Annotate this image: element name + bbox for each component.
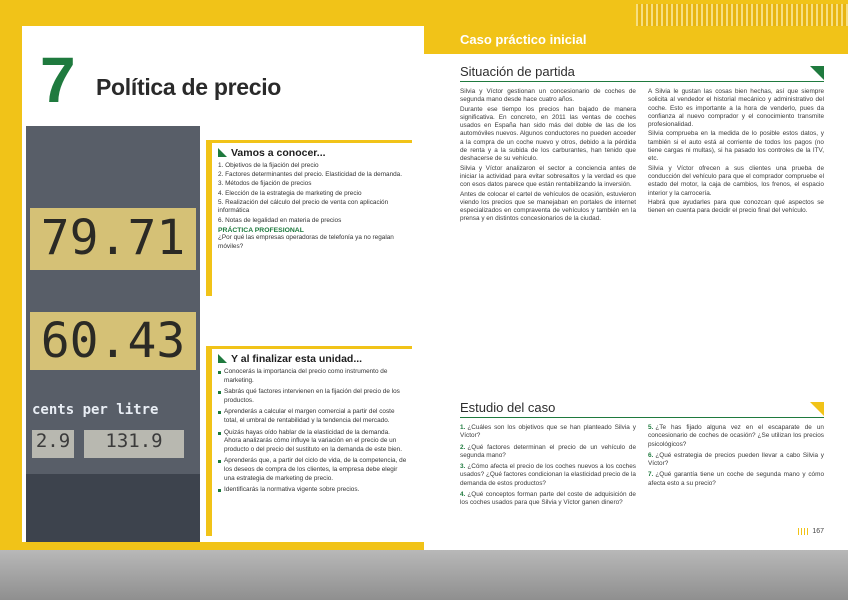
question-item: 4. ¿Qué conceptos forman parte del coste de adquisición de los coches usados para que Silvia y Víctor ganen dinero? (460, 491, 636, 507)
list-item: Aprenderás a calcular el margen comercial a partir del coste total, el umbral de rentabilidad y la tendencia del mercado. (218, 408, 408, 425)
caso-band (424, 0, 848, 54)
list-item: Aprenderás que, a partir del ciclo de vida, de la competencia, de los deseos de compra de los clientes, la empresa debe elegir una estrategia de marketing de precio. (218, 457, 408, 483)
al-finalizar-title: Y al finalizar esta unidad... (218, 353, 408, 365)
question-item: 7. ¿Qué garantía tiene un coche de segunda mano y cómo afecta esto a su precio? (648, 471, 824, 487)
left-page-content (22, 26, 424, 542)
fuel-pump-photo (26, 126, 200, 542)
vamos-list (218, 162, 408, 225)
chapter-title: Política de precio (96, 74, 282, 100)
question-item: 6. ¿Qué estrategia de precios pueden llevar a cabo Silvia y Víctor? (648, 451, 824, 468)
section-divider (460, 417, 824, 418)
list-item: 1. Objetivos de la fijación del precio (218, 162, 319, 169)
practica-profesional-title: PRÁCTICA PROFESIONAL (218, 227, 304, 235)
corner-triangle-icon (810, 402, 824, 416)
list-item: Sabrás qué factores intervienen en la fijación del precio de los productos. (218, 388, 408, 405)
pump-display-top: 79.71 (30, 208, 196, 270)
question-item: 3. ¿Cómo afecta el precio de los coches nuevos a los coches usados? ¿Qué factores condicionan la elasticidad precio de la demanda de estos productos? (460, 463, 636, 487)
paragraph: Antes de colocar el cartel de vehículos de ocasión, estuvieron viendo los precios que se manejaban en portales de internet especializados en compraventa de vehículos y también en la prensa y en distintos concesionarios de la ciudad. (460, 190, 636, 223)
right-page (424, 0, 848, 550)
list-item: Conocerás la importancia del precio como instrumento de marketing. (218, 368, 408, 385)
paragraph: Silvia y Víctor gestionan un concesionario de coches de segunda mano desde hace cuatro años. (460, 88, 636, 104)
page-number: 167 (798, 528, 824, 535)
question-item: 1. ¿Cuáles son los objetivos que se han planteado Silvia y Víctor? (460, 424, 636, 440)
paragraph: Habrá que ayudarles para que conozcan qué aspectos se tienen en cuenta para decidir el precio final del vehículo. (648, 198, 824, 215)
list-item: 6. Notas de legalidad en materia de precios (218, 216, 342, 224)
paragraph: Silvia y Víctor analizaron el sector a conciencia antes de iniciar la actividad para evitar sobresaltos y la verdad es que con esos datos parece que están rentabilizando la inversión. (460, 164, 636, 189)
caso-practico-title: Caso práctico inicial (460, 32, 587, 47)
section-divider (460, 81, 824, 82)
list-item: 5. Realización del cálculo del precio de venta con aplicación informática (218, 198, 389, 215)
paragraph: Silvia y Víctor ofrecen a sus clientes una prueba de conducción del vehículo para que el comprador compruebe el estado del motor, la caja de cambios, los frenos, el espacio interior y la carrocería. (648, 164, 824, 197)
practica-profesional-text: ¿Por qué las empresas operadoras de telefonía ya no regalan móviles? (218, 234, 394, 250)
question-item: 2. ¿Qué factores determinan el precio de un vehículo de segunda mano? (460, 443, 636, 459)
pump-display-middle: 60.43 (30, 312, 196, 370)
vamos-a-conocer-box (206, 140, 412, 296)
list-item: Identificarás la normativa vigente sobre precios. (218, 486, 408, 495)
situacion-left-column (460, 88, 636, 225)
paragraph: A Silvia le gustan las cosas bien hechas, así que siempre solicita al vendedor el historial mecánico y administrativo del coche. Esto es importante a la hora de venderlo, pues da confianza al nuevo comprador y el conocimiento transmite profesionalidad. (648, 88, 824, 129)
list-item: 3. Métodos de fijación de precios (218, 180, 312, 188)
pump-lower-panel (26, 474, 200, 542)
al-finalizar-box (206, 346, 412, 536)
list-item: 2. Factores determinantes del precio. Elasticidad de la demanda. (218, 171, 403, 179)
paragraph: Silvia comprueba en la medida de lo posible estos datos, y también si el auto está al corriente de todos los pagos (no tiene cargas ni multas), si ha pasado los controles de la ITV, etc. (648, 130, 824, 163)
corner-triangle-icon (810, 66, 824, 80)
situacion-right-column (648, 88, 824, 216)
list-item: 4. Elección de la estrategia de marketing de precio (218, 189, 362, 197)
pump-display-small-right: 131.9 (84, 430, 184, 458)
questions-right-column (648, 424, 824, 491)
scan-background (0, 550, 848, 600)
question-item: 5. ¿Te has fijado alguna vez en el escaparate de un concesionario de coches de ocasión? ¿Se utilizan los precios psicológicos? (648, 424, 824, 448)
situacion-title: Situación de partida (460, 64, 575, 79)
chapter-number: 7 (40, 44, 76, 116)
vamos-a-conocer-title: Vamos a conocer... (218, 147, 408, 159)
cents-per-litre-label: cents per litre (32, 402, 159, 418)
left-page (0, 0, 424, 550)
estudio-title: Estudio del caso (460, 400, 556, 415)
list-item: Quizás hayas oído hablar de la elasticidad de la demanda. Ahora analizarás cómo influye la variación en el precio de un producto o del precio del sustituto en la demanda de este bien. (218, 429, 408, 455)
finalizar-list (218, 368, 408, 495)
paragraph: Durante ese tiempo los precios han bajado de manera significativa. En concreto, en 2011 las ventas de coches usados en España han sido más del doble de las de los automóviles nuevos. Algunos conductores no pueden acceder a la compra de un coche nuevo y otros, debido a la pérdida de renta y a la subida de los carburantes, han tenido que deshacerse de su vehículo. (460, 105, 636, 163)
decorative-stripes (636, 4, 848, 26)
pump-display-small-left: 2.9 (32, 430, 74, 458)
questions-left-column (460, 424, 636, 511)
